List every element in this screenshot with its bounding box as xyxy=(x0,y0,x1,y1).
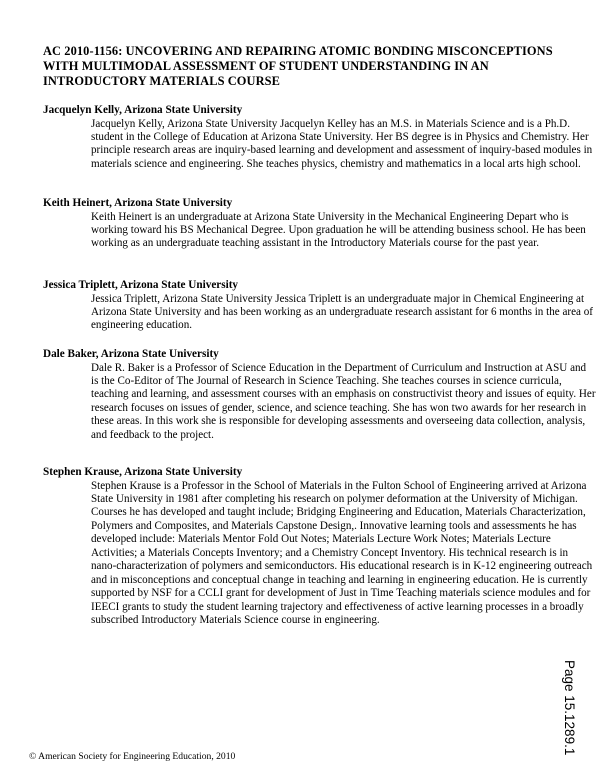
author-block xyxy=(43,197,586,251)
author-name: Keith Heinert, Arizona State University xyxy=(43,197,233,209)
copyright-footer: © American Society for Engineering Education, 2010 xyxy=(29,751,236,762)
page-number: Page 15.1289.1 xyxy=(562,660,577,756)
author-name: Stephen Krause, Arizona State University xyxy=(43,466,243,478)
author-block xyxy=(43,466,593,627)
paper-title: AC 2010-1156: UNCOVERING AND REPAIRING ATOMIC BONDING MISCONCEPTIONS WITH MULTIMODAL ASSESSMENT OF STUDENT UNDERSTANDING IN AN INTRODUCTORY MATERIALS COURSE xyxy=(43,44,553,88)
author-bio: Jacquelyn Kelly, Arizona State University Jacquelyn Kelley has an M.S. in Materials Science and is a Ph.D. student in the College of Education at Arizona State University. Her BS degree is in Physics and Chemistry. Her principle research areas are inquiry-based learning and development and assessment of inquiry-based modules in materials science and engineering. She teaches physics, chemistry and mathematics in a local arts high school. xyxy=(91,117,593,170)
author-name: Dale Baker, Arizona State University xyxy=(43,348,219,360)
author-bio: Jessica Triplett, Arizona State University Jessica Triplett is an undergraduate major in Chemical Engineering at Arizona State University and has been working as an undergraduate research assistant for 6 months in the area of engineering education. xyxy=(91,292,593,332)
author-block xyxy=(43,104,593,171)
author-bio: Keith Heinert is an undergraduate at Arizona State University in the Mechanical Engineering Depart who is working toward his BS Mechanical Degree. Upon graduation he will be attending business school. He has been working as an undergraduate teaching assistant in the Introductory Materials course for the past year. xyxy=(91,210,586,250)
author-bio: Stephen Krause is a Professor in the School of Materials in the Fulton School of Engineering arrived at Arizona State University in 1981 after completing his research on polymer deformation at the University of Michigan. Courses he has developed and taught include; Bridging Engineering and Education, Materials Characterization, Polymers and Composites, and Materials Capstone Design,. Innovative learning tools and assessments he has developed include: Materials Mentor Fold Out Notes; Materials Lecture Work Notes; Materials Lecture Activities; a Materials Concepts Inventory; and a Chemistry Concept Inventory. His technical research is in nano-characterization of polymers and semiconductors. His educational research is in K-12 engineering outreach and in misconceptions and conceptual change in teaching and learning in engineering education. He is currently supported by NSF for a CCLI grant for development of Just in Time Teaching materials science modules and for IEECI grants to study the student learning trajectory and effectiveness of active learning processes in a broadly subscribed Introductory Materials Science course in engineering. xyxy=(91,479,593,627)
author-name: Jacquelyn Kelly, Arizona State University xyxy=(43,104,243,116)
author-name: Jessica Triplett, Arizona State University xyxy=(43,279,239,291)
author-bio: Dale R. Baker is a Professor of Science Education in the Department of Curriculum and Instruction at ASU and is the Co-Editor of The Journal of Research in Science Teaching. She teaches courses in science curricula, teaching and learning, and assessment courses with an emphasis on constructivist theory and issues of equity. Her research focuses on issues of gender, science, and science teaching. She has won two awards for her research in these areas. In this work she is responsible for developing assessments and overseeing data collection, analysis, and feedback to the project. xyxy=(91,361,596,441)
author-block xyxy=(43,348,596,442)
author-block xyxy=(43,279,593,333)
